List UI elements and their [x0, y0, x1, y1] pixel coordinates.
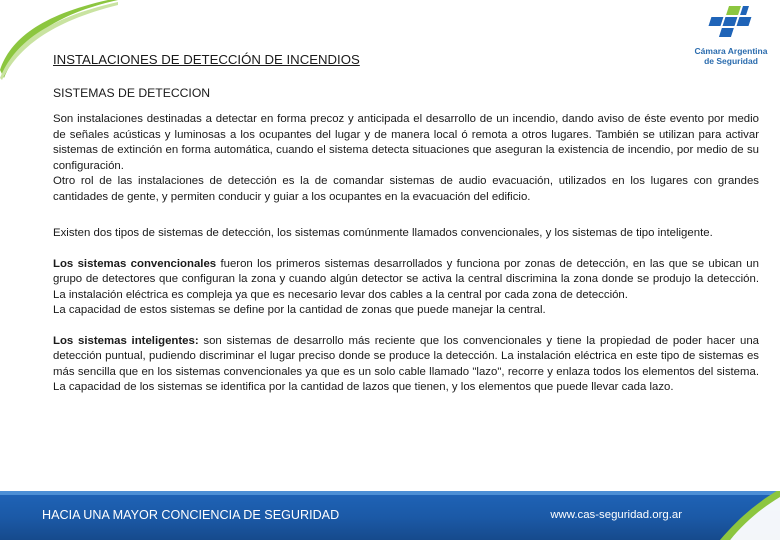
footer-website: www.cas-seguridad.org.ar: [550, 509, 682, 521]
camara-cross-icon: [705, 6, 757, 44]
footer-slogan: HACIA UNA MAYOR CONCIENCIA DE SEGURIDAD: [42, 508, 340, 522]
conventional-text: fueron los primeros sistemas desarrollados y funciona por zonas de detección, en las que se ubican un grupo de detectores que configuran la zona y cuando algún detector se activa la central discrimina la zona donde se produjo la detección. La instalación eléctrica es compleja ya que es necesario levar dos cables a la central por cada zona de detección.: [53, 257, 759, 301]
intro-paragraph: [53, 112, 759, 205]
intro-text-2: Otro rol de las instalaciones de detección es la de comandar sistemas de audio evacuación, utilizados en los lugares con grandes cantidades de gente, y permiten conducir y guiar a los ocupantes en la evacuación del edificio.: [53, 175, 759, 203]
logo-line-1: Cámara Argentina: [694, 46, 768, 56]
intelligent-paragraph: [53, 334, 759, 396]
footer-swoosh-graphic: [690, 491, 780, 540]
conventional-text-2: La capacidad de estos sistemas se define por la cantidad de zonas que puede manejar la central.: [53, 304, 546, 316]
footer-bar: [0, 491, 780, 540]
conventional-lead: Los sistemas convencionales: [53, 257, 217, 270]
logo-line-2: de Seguridad: [704, 56, 758, 66]
intelligent-text: son sistemas de desarrollo más reciente que los convencionales y tiene la propiedad de poder hacer una detección puntual, pudiendo discriminar el lugar preciso donde se produce la detección. La instalación eléctrica en este tipo de sistemas es más sencilla que en los sistemas convencionales ya que es un solo cable llamado "lazo", recorre y enlaza todos los elementos del sistema. La capacidad de los sistemas se identifica por la cantidad de lazos que tienen, y los elementos que puede llevar cada lazo.: [53, 334, 759, 393]
conventional-paragraph: [53, 257, 759, 319]
slide-title: INSTALACIONES DE DETECCIÓN DE INCENDIOS: [53, 52, 360, 67]
section-subtitle: SISTEMAS DE DETECCION: [53, 86, 211, 100]
slide-content: [53, 51, 759, 396]
types-paragraph: Existen dos tipos de sistemas de detección, los sistemas comúnmente llamados convencionales, y los sistemas de tipo inteligente.: [53, 227, 713, 239]
footer-accent-stripe: [0, 491, 780, 495]
intro-text: Son instalaciones destinadas a detectar en forma precoz y anticipada el desarrollo de un incendio, dando aviso de éste evento por medio de señales acústicas y luminosas a los ocupantes del lugar y de manera local ó remota a otros lugares. También se utilizan para activar sistemas de extinción en forma automática, cuando el sistema detecta situaciones que aseguran la existencia de incendio, por medio de su configuración.: [53, 113, 759, 172]
intelligent-lead: Los sistemas inteligentes:: [53, 334, 199, 347]
